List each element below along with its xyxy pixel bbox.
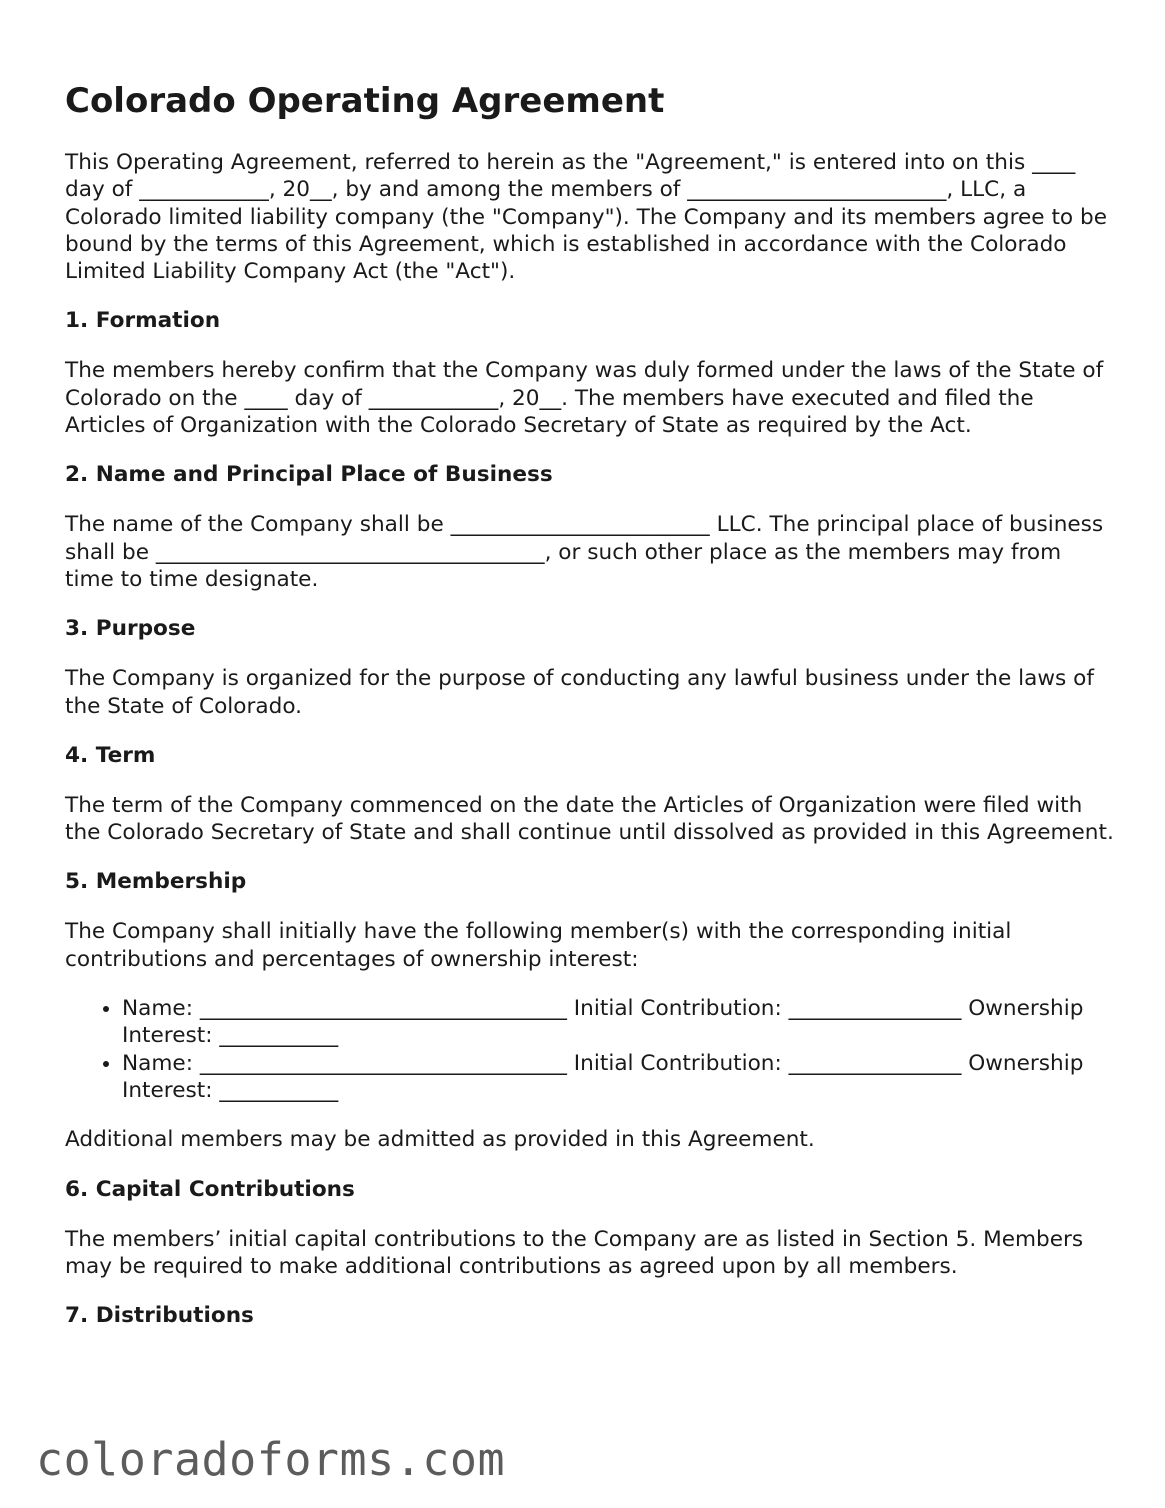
section-3-body: The Company is organized for the purpose of conducting any lawful business under the laws of the State of Colorado. xyxy=(65,666,1094,719)
section-2-heading: 2. Name and Principal Place of Business xyxy=(65,462,553,488)
section-6-heading: 6. Capital Contributions xyxy=(65,1176,355,1202)
section-4-heading: 4. Term xyxy=(65,742,156,768)
section-7-heading: 7. Distributions xyxy=(65,1303,254,1329)
section-1-body: The members hereby confirm that the Company was duly formed under the laws of the State of Colorado on the ____ day of ____________, 20__. The members have executed and filed the Articles of Organization with the Colorado Secretary of State as required by the Act. xyxy=(65,358,1104,439)
section-6-body: The members’ initial capital contributions to the Company are as listed in Section 5. Members may be required to make additional contributions as agreed upon by all members. xyxy=(65,1226,1084,1279)
section-5-after: Additional members may be admitted as provided in this Agreement. xyxy=(65,1127,815,1153)
section-4-body: The term of the Company commenced on the date the Articles of Organization were filed with the Colorado Secretary of State and shall continue until dissolved as provided in this Agreement. xyxy=(65,792,1114,846)
document-title: Colorado Operating Agreement xyxy=(65,81,665,121)
section-5-body: The Company shall initially have the following member(s) with the corresponding initial contributions and percentages of ownership interest: xyxy=(65,919,1012,972)
section-2-body: The name of the Company shall be ________________________ LLC. The principal place of business shall be ____________________________________, or such other place as the members may from time to time designate. xyxy=(65,512,1104,592)
document-page xyxy=(65,78,1115,1352)
section-5-heading: 5. Membership xyxy=(65,869,247,895)
intro-paragraph: This Operating Agreement, referred to herein as the "Agreement," is entered into on this ____ day of ____________, 20__, by and among the members of ________________________, LLC, a Colorado limited liability company (the "Company"). The Company and its members agree to be bound by the terms of this Agreement, which is established in accordance with the Colorado Limited Liability Company Act (the "Act"). xyxy=(65,150,1107,285)
member-entry: • Name: __________________________________ Initial Contribution: ________________ Ownership Interest: ___________ xyxy=(122,995,1115,1050)
member-list xyxy=(65,995,1115,1104)
section-3-heading: 3. Purpose xyxy=(65,616,196,642)
site-watermark: coloradoforms.com xyxy=(36,1433,506,1486)
section-1-heading: 1. Formation xyxy=(65,308,221,334)
member-entry: • Name: __________________________________ Initial Contribution: ________________ Ownership Interest: ___________ xyxy=(122,1050,1115,1105)
